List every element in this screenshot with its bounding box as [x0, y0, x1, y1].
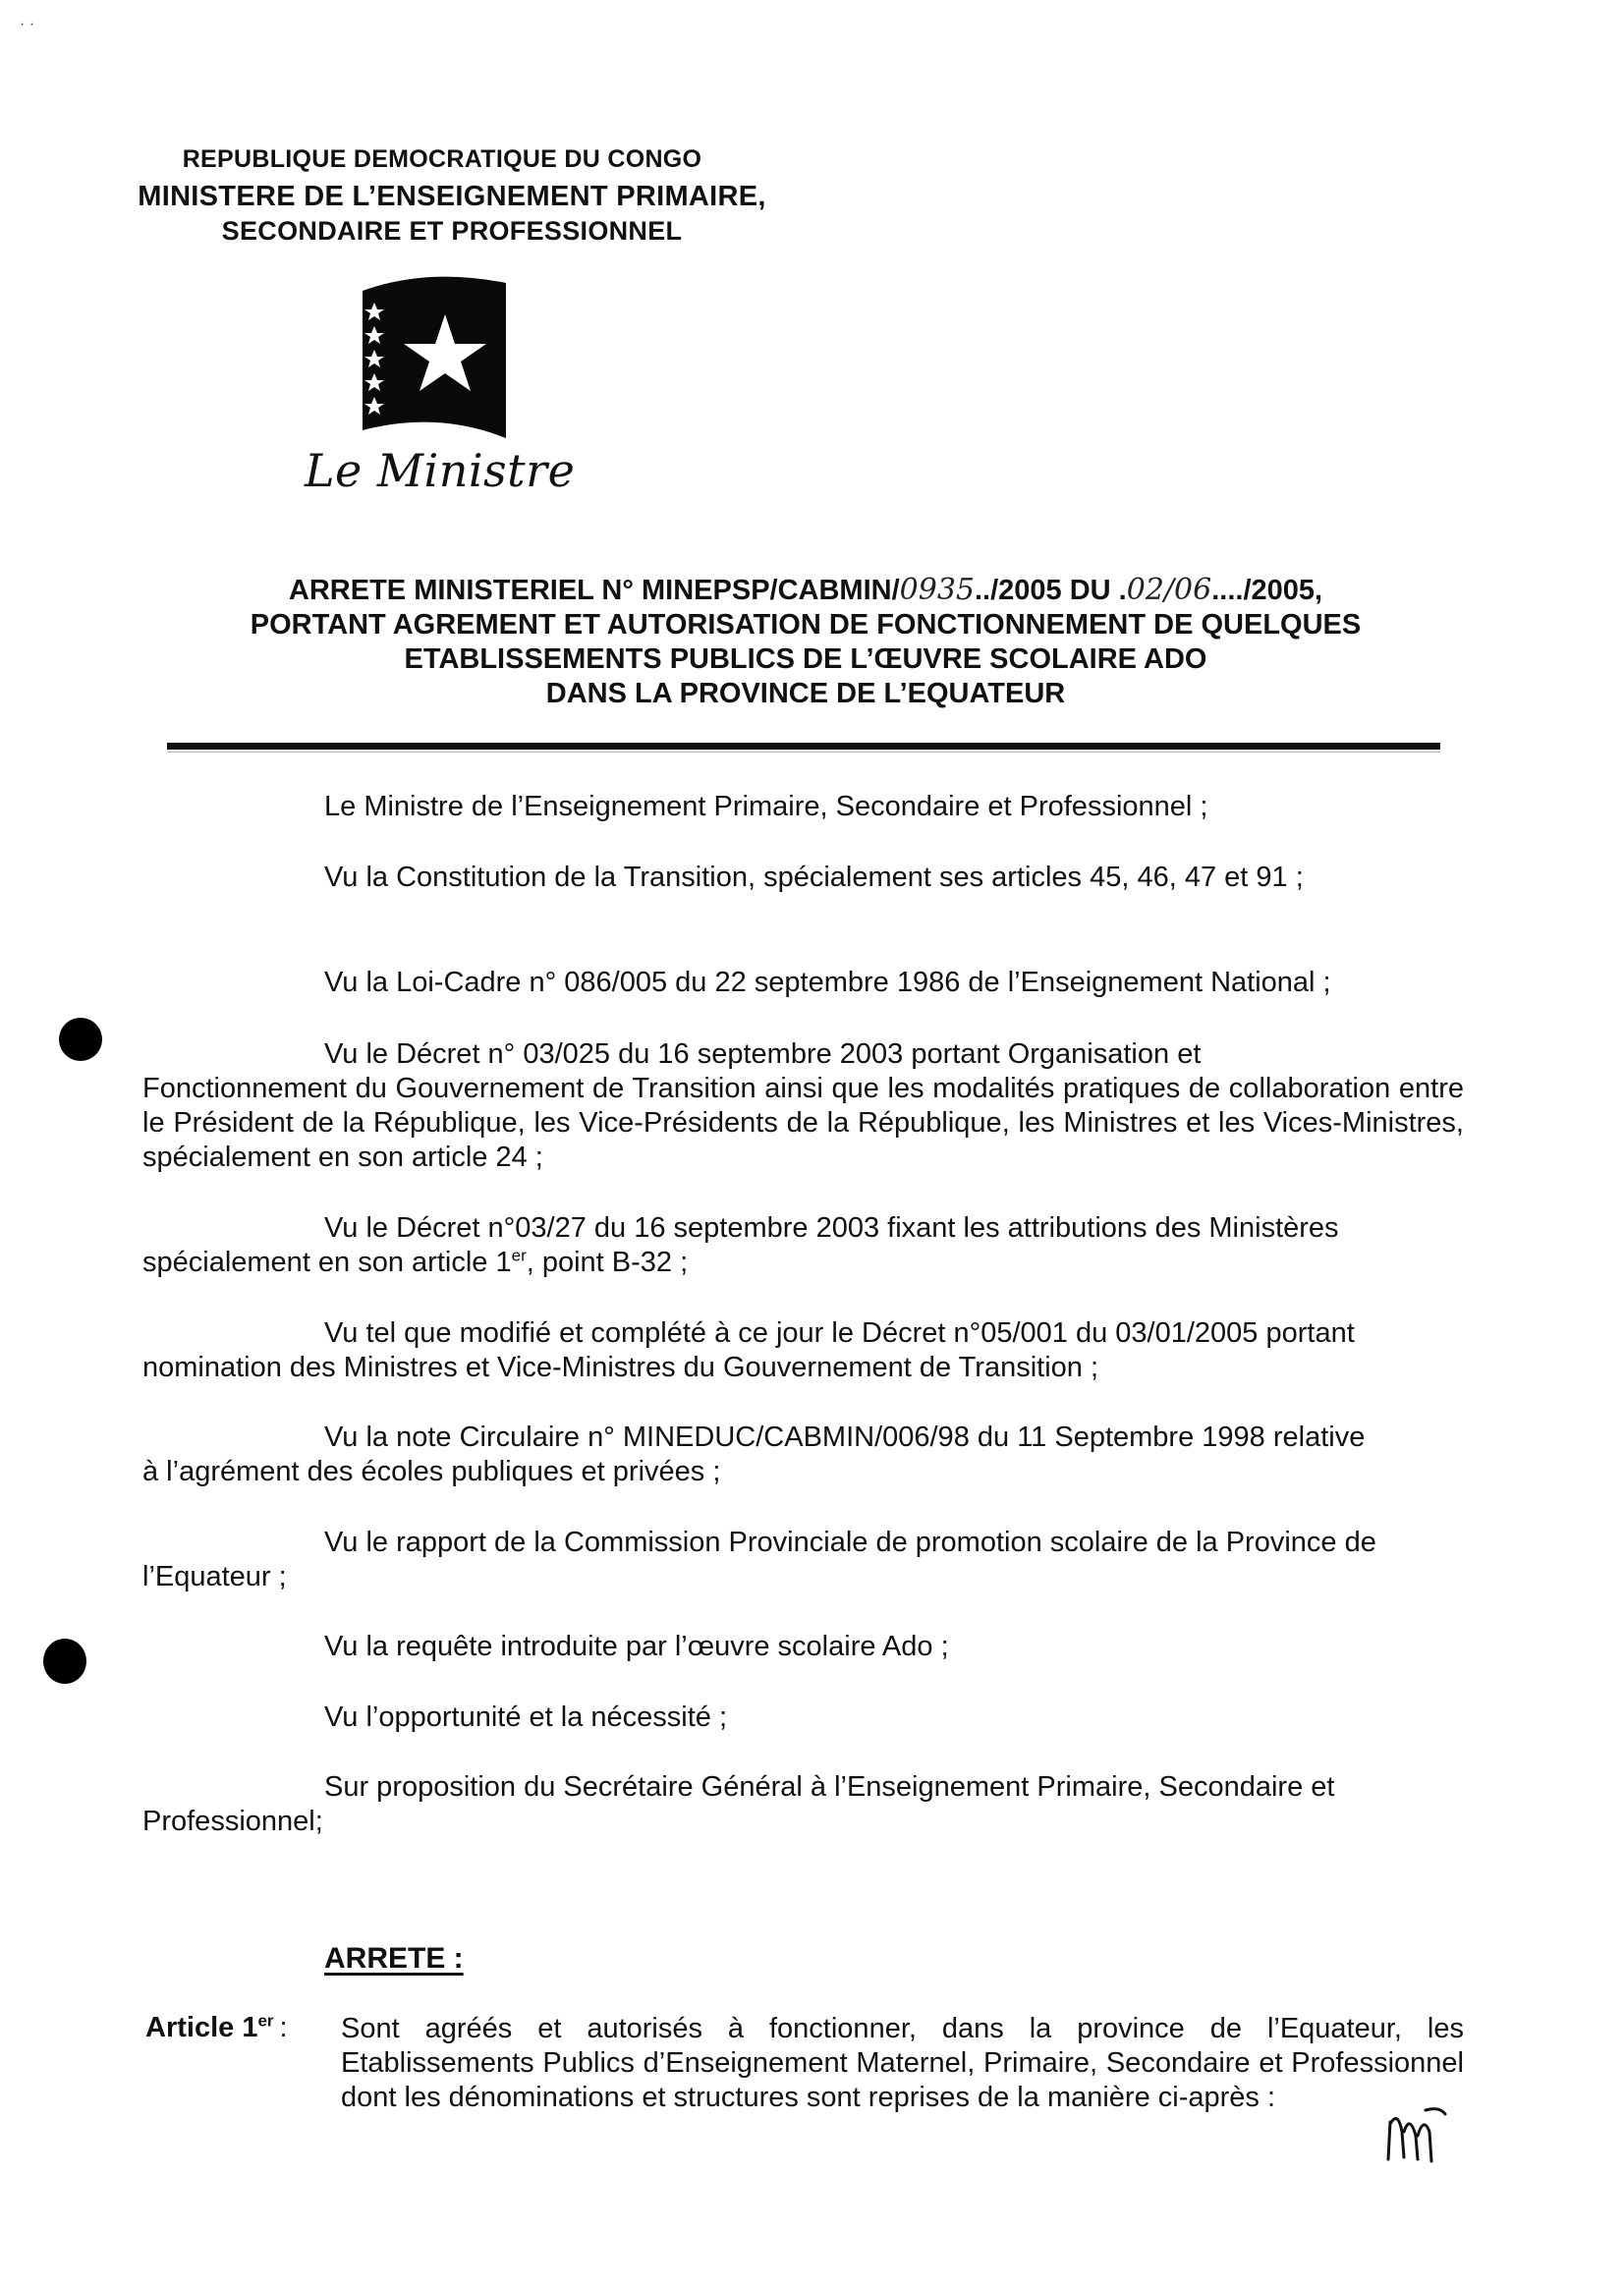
paragraph-continuation: spécialement en son article 1	[142, 1247, 512, 1278]
preamble-decret-001	[142, 1316, 1464, 1385]
paragraph-continuation: à l’agrément des écoles publiques et privées ;	[142, 1456, 721, 1487]
preamble-constitution: Vu la Constitution de la Transition, spécialement ses articles 45, 46, 47 et 91 ;	[324, 862, 1304, 893]
decree-reference-suffix: ..../2005,	[1211, 575, 1323, 606]
handwritten-decree-date: 02/06	[1126, 573, 1212, 607]
article-1-text: Sont agréés et autorisés à fonctionner, dans la province de l’Equateur, les Etablissements Publics d’Enseignement Maternel, Primaire, Secondaire et Professionnel dont les dénominations et structures sont reprises de la manière ci-après :	[341, 2013, 1464, 2113]
handwritten-decree-number: 0935	[899, 573, 975, 607]
preamble-opportunite: Vu l’opportunité et la nécessité ;	[324, 1701, 728, 1733]
preamble-minister: Le Ministre de l’Enseignement Primaire, Secondaire et Professionnel ;	[324, 791, 1208, 822]
flag-star-emblem-icon	[359, 263, 516, 440]
handwritten-initials-icon	[1380, 2102, 1449, 2171]
arrete-heading: ARRETE :	[324, 1942, 464, 1975]
decree-subject-line-1: PORTANT AGREMENT ET AUTORISATION DE FONCTIONNEMENT DE QUELQUES	[250, 609, 1362, 641]
decree-subject-line-2: ETABLISSEMENTS PUBLICS DE L’ŒUVRE SCOLAIRE ADO	[404, 643, 1207, 675]
preamble-rapport	[142, 1526, 1464, 1594]
signatory-title: Le Ministre	[305, 444, 576, 497]
preamble-decret-27	[142, 1211, 1464, 1280]
decree-reference-mid: ../2005 DU .	[975, 575, 1127, 606]
paragraph-continuation: Fonctionnement du Gouvernement de Transition ainsi que les modalités pratiques de collaboration entre le Président de la République, les Vice-Présidents de la République, les Ministres et les Vices-Ministres, spécialement en son article 24 ;	[142, 1073, 1464, 1173]
paragraph-first-line: Sur proposition du Secrétaire Général à l’Enseignement Primaire, Secondaire et	[324, 1771, 1335, 1803]
preamble-decret-025	[142, 1037, 1464, 1175]
superscript: er	[257, 2011, 274, 2031]
article-label-text: Article 1	[145, 2012, 258, 2043]
paragraph-first-line: Vu le rapport de la Commission Provinciale de promotion scolaire de la Province de	[324, 1527, 1376, 1558]
paragraph-first-line: Vu tel que modifié et complété à ce jour le Décret n°05/001 du 03/01/2005 portant	[324, 1317, 1355, 1349]
article-label-colon: :	[279, 2012, 288, 2043]
title-divider-shadow	[167, 752, 1440, 753]
binder-hole-top	[59, 1018, 102, 1061]
paragraph-first-line: Vu le Décret n°03/27 du 16 septembre 2003 fixant les attributions des Ministères	[324, 1212, 1339, 1244]
superscript: er	[511, 1246, 527, 1265]
article-1-label	[145, 2012, 288, 2044]
title-divider	[167, 743, 1440, 750]
decree-title	[147, 573, 1464, 711]
paragraph-continuation-end: , point B-32 ;	[526, 1247, 689, 1278]
ministry-name-continued: SECONDAIRE ET PROFESSIONNEL	[221, 216, 683, 246]
decree-reference-prefix: ARRETE MINISTERIEL N° MINEPSP/CABMIN/	[288, 575, 900, 606]
preamble-requete: Vu la requête introduite par l’œuvre scolaire Ado ;	[324, 1631, 949, 1662]
binder-hole-bottom	[43, 1639, 86, 1684]
preamble-circulaire	[142, 1421, 1464, 1489]
preamble-loi-cadre: Vu la Loi-Cadre n° 086/005 du 22 septembre 1986 de l’Enseignement National ;	[324, 967, 1331, 998]
paragraph-continuation: l’Equateur ;	[142, 1561, 287, 1592]
paragraph-continuation: nomination des Ministres et Vice-Ministres du Gouvernement de Transition ;	[142, 1352, 1099, 1383]
paragraph-first-line: Vu le Décret n° 03/025 du 16 septembre 2003 portant Organisation et	[324, 1038, 1202, 1070]
preamble-proposition	[142, 1770, 1464, 1839]
scan-artifact: · ·	[20, 16, 35, 32]
paragraph-first-line: Vu la note Circulaire n° MINEDUC/CABMIN/006/98 du 11 Septembre 1998 relative	[324, 1422, 1366, 1453]
ministry-name: MINISTERE DE L’ENSEIGNEMENT PRIMAIRE,	[138, 181, 766, 212]
country-name: REPUBLIQUE DEMOCRATIQUE DU CONGO	[182, 145, 702, 173]
paragraph-continuation: Professionnel;	[142, 1806, 323, 1837]
decree-subject-line-3: DANS LA PROVINCE DE L’EQUATEUR	[545, 678, 1066, 709]
decree-reference-line	[147, 573, 1464, 608]
